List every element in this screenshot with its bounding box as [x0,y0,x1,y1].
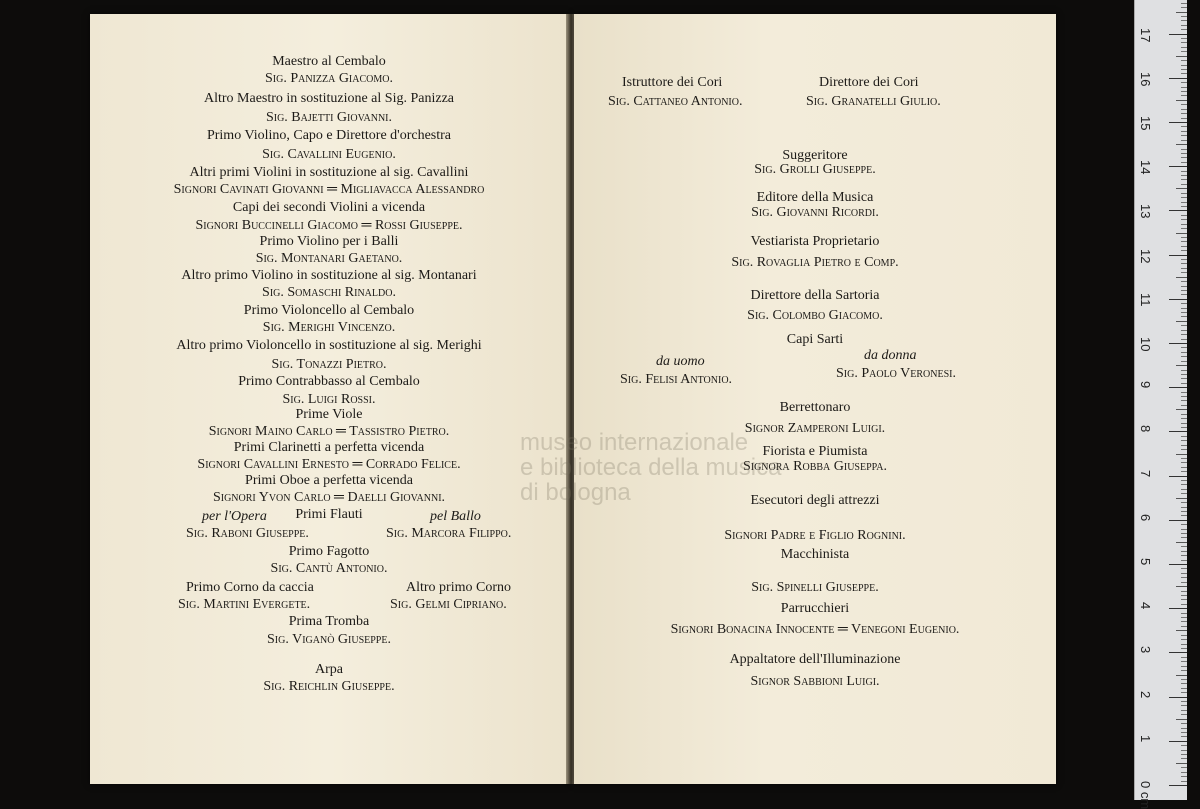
ruler-tick [1181,73,1187,74]
ruler-tick [1181,281,1187,282]
ruler-tick [1181,754,1187,755]
ruler-tick [1176,542,1187,543]
ruler-tick [1181,688,1187,689]
left-page [90,14,568,784]
ruler-tick [1181,714,1187,715]
right-line-b-6: Macchinista [780,547,850,562]
arpa-name: Sig. Reichlin Giuseppe. [263,679,395,694]
ruler-tick [1181,51,1187,52]
right-line-b-4: Esecutori degli attrezzi [750,493,880,508]
ruler-tick [1181,595,1187,596]
ruler-tick [1181,414,1187,415]
ruler-tick [1181,573,1187,574]
right-line-b-0: Berrettonaro [779,400,851,415]
ruler-tick [1181,347,1187,348]
ruler-tick [1181,745,1187,746]
ruler-number: 1 [1138,734,1153,743]
ruler-tick [1181,728,1187,729]
ruler-tick [1181,750,1187,751]
ruler-tick [1181,184,1187,185]
left-line-8: Capi dei secondi Violini a vicenda [232,200,426,215]
cori-right-name: Sig. Granatelli Giulio. [806,94,941,109]
ruler-tick [1176,763,1187,764]
ruler-tick [1181,529,1187,530]
ruler-tick [1181,599,1187,600]
ruler-tick [1181,29,1187,30]
right-line-a-8: Capi Sarti [786,332,844,347]
ruler-number: 13 [1138,204,1153,219]
ruler-tick [1181,38,1187,39]
ruler-tick [1181,47,1187,48]
ruler-tick [1169,343,1187,344]
ruler-number: 11 [1138,292,1153,307]
ruler-tick [1181,440,1187,441]
ruler-tick [1176,321,1187,322]
ruler-tick [1181,533,1187,534]
right-line-b-10: Appaltatore dell'Illuminazione [729,652,901,667]
ruler-number: 4 [1138,602,1153,610]
ruler-tick [1181,679,1187,680]
ruler-tick [1169,122,1187,123]
ruler-tick [1181,551,1187,552]
watermark-line-3: di bologna [520,479,631,506]
ruler-tick [1181,104,1187,105]
left-line-0: Maestro al Cembalo [272,54,386,69]
ruler-tick [1181,215,1187,216]
right-line-a-4: Vestiarista Proprietario [750,234,880,249]
ruler-tick [1181,325,1187,326]
ruler-tick [1181,157,1187,158]
ruler-tick [1181,20,1187,21]
left-line-15: Sig. Merighi Vincenzo. [262,320,396,335]
ruler-tick [1181,42,1187,43]
ruler-number: 15 [1138,116,1153,131]
ruler-tick [1181,118,1187,119]
sarti-donna-name: Sig. Paolo Veronesi. [836,366,956,381]
ruler-tick [1181,621,1187,622]
ruler-tick [1181,701,1187,702]
tromba-title: Prima Tromba [288,614,370,629]
sarti-donna-label: da donna [864,348,917,363]
ruler-tick [1176,144,1187,145]
ruler-tick [1181,560,1187,561]
left-line-14: Primo Violoncello al Cembalo [243,303,415,318]
ruler-tick [1181,87,1187,88]
ruler-tick [1181,710,1187,711]
right-line-a-3: Sig. Giovanni Ricordi. [751,205,879,220]
ruler-tick [1181,577,1187,578]
ruler-tick [1181,604,1187,605]
ruler-tick [1181,392,1187,393]
ruler-tick [1181,149,1187,150]
ruler-tick [1181,202,1187,203]
ruler-tick [1176,586,1187,587]
ruler-tick [1181,546,1187,547]
ruler-tick [1181,736,1187,737]
ruler-tick [1181,427,1187,428]
ruler-tick [1181,16,1187,17]
left-line-7: Signori Cavinati Giovanni ═ Migliavacca Alessandro [173,182,485,197]
left-line-23: Signori Cavallini Ernesto ═ Corrado Felice. [197,457,461,472]
ruler-tick [1181,109,1187,110]
ruler-tick [1169,697,1187,698]
ruler-tick [1176,100,1187,101]
ruler-tick [1181,467,1187,468]
arpa-title: Arpa [315,662,343,677]
ruler-number: 0 cm [1138,781,1153,809]
cori-left-name: Sig. Cattaneo Antonio. [608,94,743,109]
left-line-24: Primi Oboe a perfetta vicenda [245,473,413,488]
left-line-5: Sig. Cavallini Eugenio. [262,147,396,162]
ruler-tick [1181,65,1187,66]
ruler-tick [1181,617,1187,618]
ruler-tick [1181,131,1187,132]
ruler-tick [1181,272,1187,273]
ruler-tick [1176,719,1187,720]
ruler-tick [1181,140,1187,141]
ruler-tick [1181,732,1187,733]
left-line-4: Primo Violino, Capo e Direttore d'orchestra [206,128,452,143]
ruler-tick [1181,723,1187,724]
ruler-number: 16 [1138,71,1153,87]
ruler-tick [1169,741,1187,742]
ruler-tick [1176,12,1187,13]
ruler-number: 9 [1138,381,1153,389]
ruler-tick [1181,458,1187,459]
ruler-tick [1181,179,1187,180]
ruler-tick [1181,613,1187,614]
ruler-number: 2 [1138,690,1153,698]
corno-right-name: Sig. Gelmi Cipriano. [390,597,507,612]
ruler-tick [1181,484,1187,485]
ruler-tick [1169,520,1187,521]
ruler-tick [1181,555,1187,556]
left-line-2: Altro Maestro in sostituzione al Sig. Panizza [203,91,454,106]
left-line-21: Signori Maino Carlo ═ Tassistro Pietro. [208,424,450,439]
ruler-tick [1181,334,1187,335]
watermark-line-2: e biblioteca della musica [520,454,782,481]
left-line-13: Sig. Somaschi Rinaldo. [262,285,396,300]
ruler-tick [1181,772,1187,773]
ruler-number: 8 [1138,425,1153,433]
ruler-tick [1181,502,1187,503]
right-page [574,14,1056,784]
ruler-tick [1181,396,1187,397]
ruler-tick [1181,224,1187,225]
left-line-1: Sig. Panizza Giacomo. [264,71,393,86]
ruler-tick [1169,299,1187,300]
corno-right-title: Altro primo Corno [406,580,511,595]
ruler-tick [1181,705,1187,706]
right-line-b-8: Parrucchieri [780,601,850,616]
ruler-tick [1181,781,1187,782]
ruler-tick [1176,233,1187,234]
ruler-tick [1176,56,1187,57]
ruler-tick [1169,608,1187,609]
left-line-10: Primo Violino per i Balli [259,234,399,249]
ruler-tick [1181,666,1187,667]
ruler-tick [1181,449,1187,450]
flauti-opera-name: Sig. Raboni Giuseppe. [186,526,309,541]
ruler-tick [1181,507,1187,508]
ruler-tick [1181,361,1187,362]
flauti-ballo-name: Sig. Marcora Filippo. [386,526,512,541]
ruler-tick [1176,409,1187,410]
ruler-tick [1181,250,1187,251]
ruler-tick [1181,648,1187,649]
ruler-number: 10 [1138,337,1153,352]
ruler-tick [1181,308,1187,309]
ruler-tick [1181,767,1187,768]
ruler-number: 5 [1138,558,1153,566]
measurement-ruler [1134,0,1187,809]
right-line-b-5: Signori Padre e Figlio Rognini. [724,528,906,543]
ruler-tick [1181,378,1187,379]
ruler-tick [1181,135,1187,136]
right-line-a-2: Editore della Musica [756,190,874,205]
left-line-18: Primo Contrabbasso al Cembalo [238,374,420,389]
left-line-22: Primi Clarinetti a perfetta vicenda [233,440,425,455]
right-line-a-7: Sig. Colombo Giacomo. [747,308,883,323]
ruler-tick [1176,630,1187,631]
ruler-number: 6 [1138,513,1153,522]
ruler-tick [1181,330,1187,331]
sarti-uomo-name: Sig. Felisi Antonio. [620,372,733,387]
ruler-number: 3 [1138,646,1153,654]
ruler-tick [1181,383,1187,384]
fagotto-name: Sig. Cantù Antonio. [270,561,388,576]
right-line-b-9: Signori Bonacina Innocente ═ Venegoni Eugenio. [670,622,960,637]
ruler-tick [1181,683,1187,684]
ruler-tick [1169,34,1187,35]
ruler-tick [1176,365,1187,366]
ruler-tick [1176,498,1187,499]
corno-left-name: Sig. Martini Evergete. [178,597,311,612]
ruler-tick [1181,405,1187,406]
ruler-tick [1181,582,1187,583]
ruler-tick [1181,374,1187,375]
ruler-tick [1181,692,1187,693]
ruler-tick [1181,370,1187,371]
ruler-tick [1181,352,1187,353]
ruler-tick [1181,7,1187,8]
ruler-tick [1169,387,1187,388]
ruler-tick [1181,91,1187,92]
ruler-tick [1181,237,1187,238]
ruler-tick [1169,652,1187,653]
ruler-tick [1181,228,1187,229]
ruler-number: 14 [1138,160,1153,175]
ruler-tick [1169,785,1187,786]
sarti-uomo-label: da uomo [656,354,705,369]
left-line-20: Prime Viole [295,407,363,422]
ruler-tick [1169,564,1187,565]
right-line-a-0: Suggeritore [782,148,848,163]
ruler-tick [1181,480,1187,481]
left-line-11: Sig. Montanari Gaetano. [255,251,403,266]
fagotto-title: Primo Fagotto [288,544,370,559]
ruler-tick [1181,418,1187,419]
ruler-tick [1181,126,1187,127]
ruler-tick [1181,339,1187,340]
ruler-tick [1181,153,1187,154]
ruler-tick [1181,171,1187,172]
ruler-tick [1181,471,1187,472]
ruler-tick [1176,188,1187,189]
ruler-tick [1169,431,1187,432]
ruler-tick [1181,489,1187,490]
ruler-tick [1181,82,1187,83]
ruler-tick [1181,69,1187,70]
ruler-tick [1181,356,1187,357]
right-line-b-1: Signor Zamperoni Luigi. [744,421,886,436]
watermark-line-1: museo internazionale [520,429,749,456]
ruler-tick [1169,78,1187,79]
left-line-6: Altri primi Violini in sostituzione al sig. Cavallini [189,165,469,180]
ruler-tick [1181,193,1187,194]
cori-right-title: Direttore dei Cori [819,75,919,90]
ruler-tick [1176,277,1187,278]
ruler-tick [1169,255,1187,256]
ruler-tick [1181,644,1187,645]
ruler-tick [1169,210,1187,211]
ruler-tick [1181,400,1187,401]
corno-left-title: Primo Corno da caccia [186,580,314,595]
ruler-tick [1176,454,1187,455]
ruler-tick [1181,286,1187,287]
ruler-tick [1181,241,1187,242]
ruler-tick [1181,294,1187,295]
ruler-tick [1181,312,1187,313]
ruler-tick [1181,246,1187,247]
ruler-tick [1181,206,1187,207]
left-line-3: Sig. Bajetti Giovanni. [265,110,393,125]
right-line-a-1: Sig. Grolli Giuseppe. [754,162,876,177]
ruler-number: 7 [1138,469,1153,477]
ruler-tick [1176,675,1187,676]
ruler-tick [1181,568,1187,569]
ruler-tick [1169,166,1187,167]
ruler-tick [1181,60,1187,61]
right-line-b-7: Sig. Spinelli Giuseppe. [751,580,879,595]
ruler-tick [1181,3,1187,4]
ruler-tick [1181,290,1187,291]
ruler-tick [1181,493,1187,494]
ruler-tick [1181,639,1187,640]
ruler-tick [1181,511,1187,512]
ruler-tick [1181,524,1187,525]
left-line-17: Sig. Tonazzi Pietro. [271,357,387,372]
right-line-b-11: Signor Sabbioni Luigi. [750,674,880,689]
ruler-tick [1181,197,1187,198]
ruler-tick [1181,219,1187,220]
ruler-tick [1181,462,1187,463]
right-line-b-2: Fiorista e Piumista [762,444,868,459]
ruler-tick [1181,263,1187,264]
left-line-26: Primi Flauti [295,507,363,522]
ruler-tick [1181,537,1187,538]
flauti-opera-label: per l'Opera [202,509,267,524]
ruler-tick [1181,657,1187,658]
ruler-tick [1181,445,1187,446]
cori-left-title: Istruttore dei Cori [622,75,723,90]
ruler-tick [1181,591,1187,592]
ruler-tick [1181,162,1187,163]
tromba-name: Sig. Viganò Giuseppe. [267,632,391,647]
ruler-tick [1181,268,1187,269]
ruler-tick [1181,303,1187,304]
right-line-a-5: Sig. Rovaglia Pietro e Comp. [731,255,899,270]
ruler-tick [1169,476,1187,477]
ruler-tick [1181,515,1187,516]
ruler-tick [1181,626,1187,627]
ruler-tick [1181,436,1187,437]
ruler-tick [1181,113,1187,114]
right-line-b-3: Signora Robba Giuseppa. [742,459,888,474]
left-line-12: Altro primo Violino in sostituzione al sig. Montanari [181,268,477,283]
ruler-tick [1181,316,1187,317]
ruler-tick [1181,635,1187,636]
ruler-tick [1181,423,1187,424]
left-line-19: Sig. Luigi Rossi. [282,392,376,407]
left-line-25: Signori Yvon Carlo ═ Daelli Giovanni. [212,490,446,505]
ruler-number: 12 [1138,248,1153,264]
ruler-number: 17 [1138,27,1153,43]
right-line-a-6: Direttore della Sartoria [750,288,880,303]
ruler-tick [1181,758,1187,759]
ruler-tick [1181,259,1187,260]
flauti-ballo-label: pel Ballo [430,509,481,524]
ruler-tick [1181,670,1187,671]
ruler-tick [1181,661,1187,662]
ruler-tick [1181,776,1187,777]
ruler-tick [1181,175,1187,176]
ruler-tick [1181,25,1187,26]
left-line-9: Signori Buccinelli Giacomo ═ Rossi Giuseppe. [195,218,463,233]
ruler-tick [1181,95,1187,96]
left-line-16: Altro primo Violoncello in sostituzione al sig. Merighi [176,338,482,353]
